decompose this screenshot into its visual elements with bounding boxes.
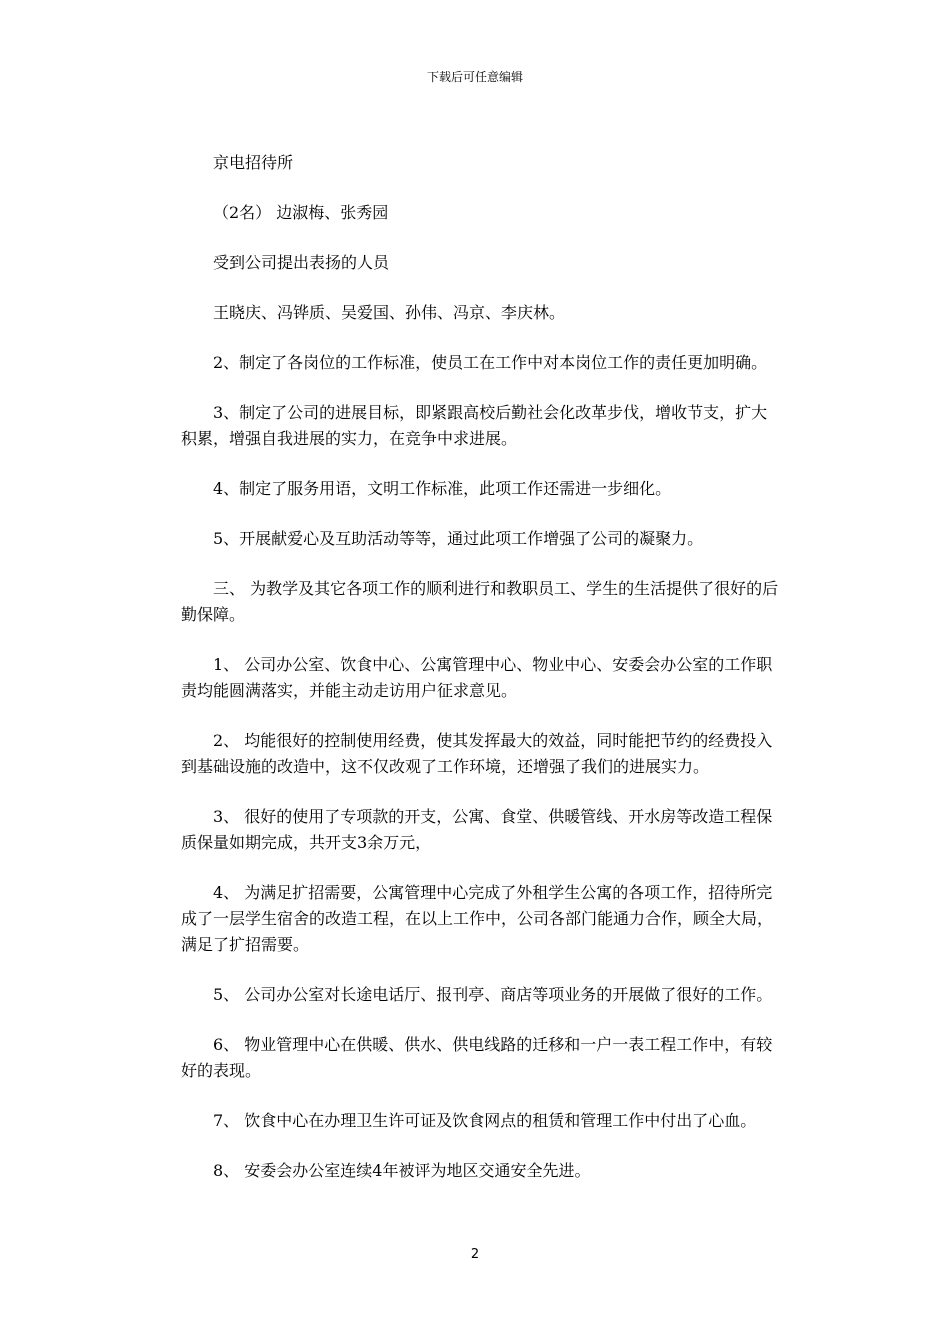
paragraph-unit-members: （2名） 边淑梅、张秀园 [213, 203, 389, 222]
paragraph-section-3-item-1: 1、 公司办公室、饮食中心、公寓管理中心、物业中心、安委会办公室的工作职责均能圆满落实，并能主动走访用户征求意见。 [181, 655, 773, 700]
paragraph-section-3-item-5: 5、 公司办公室对长途电话厅、报刊亭、商店等项业务的开展做了很好的工作。 [213, 985, 773, 1004]
page-number: 2 [470, 1247, 480, 1262]
paragraph-item-3-goals: 3、制定了公司的进展目标，即紧跟高校后勤社会化改革步伐，增收节支，扩大积累，增强自我进展的实力，在竞争中求进展。 [181, 403, 768, 448]
paragraph-section-3-item-6: 6、 物业管理中心在供暖、供水、供电线路的迁移和一户一表工程工作中，有较好的表现。 [181, 1035, 773, 1080]
paragraph-section-3-heading: 三、 为教学及其它各项工作的顺利进行和教职员工、学生的生活提供了很好的后勤保障。 [181, 579, 779, 624]
paragraph-section-3-item-8: 8、 安委会办公室连续4年被评为地区交通安全先进。 [213, 1161, 591, 1180]
page-header: 下载后可任意编辑 [426, 70, 523, 84]
paragraph-commended-heading: 受到公司提出表扬的人员 [213, 253, 390, 272]
paragraph-commended-names: 王晓庆、冯铧质、吴爱国、孙伟、冯京、李庆林。 [213, 303, 566, 322]
paragraph-item-4-service-terms: 4、制定了服务用语，文明工作标准，此项工作还需进一步细化。 [213, 479, 672, 498]
paragraph-section-3-item-3: 3、 很好的使用了专项款的开支，公寓、食堂、供暖管线、开水房等改造工程保质保量如期完成，共开支3余万元， [181, 807, 773, 852]
paragraph-unit-name: 京电招待所 [213, 153, 294, 172]
paragraph-item-5-activities: 5、开展献爱心及互助活动等等，通过此项工作增强了公司的凝聚力。 [213, 529, 704, 548]
paragraph-section-3-item-4: 4、 为满足扩招需要，公寓管理中心完成了外租学生公寓的各项工作，招待所完成了一层学生宿舍的改造工程，在以上工作中，公司各部门能通力合作，顾全大局，满足了扩招需要。 [181, 883, 774, 954]
document-body [181, 150, 781, 1208]
paragraph-section-3-item-2: 2、 均能很好的控制使用经费，使其发挥最大的效益，同时能把节约的经费投入到基础设施的改造中，这不仅改观了工作环境，还增强了我们的进展实力。 [181, 731, 773, 776]
paragraph-section-3-item-7: 7、 饮食中心在办理卫生许可证及饮食网点的租赁和管理工作中付出了心血。 [213, 1111, 757, 1130]
paragraph-item-2-standards: 2、制定了各岗位的工作标准，使员工在工作中对本岗位工作的责任更加明确。 [213, 353, 768, 372]
